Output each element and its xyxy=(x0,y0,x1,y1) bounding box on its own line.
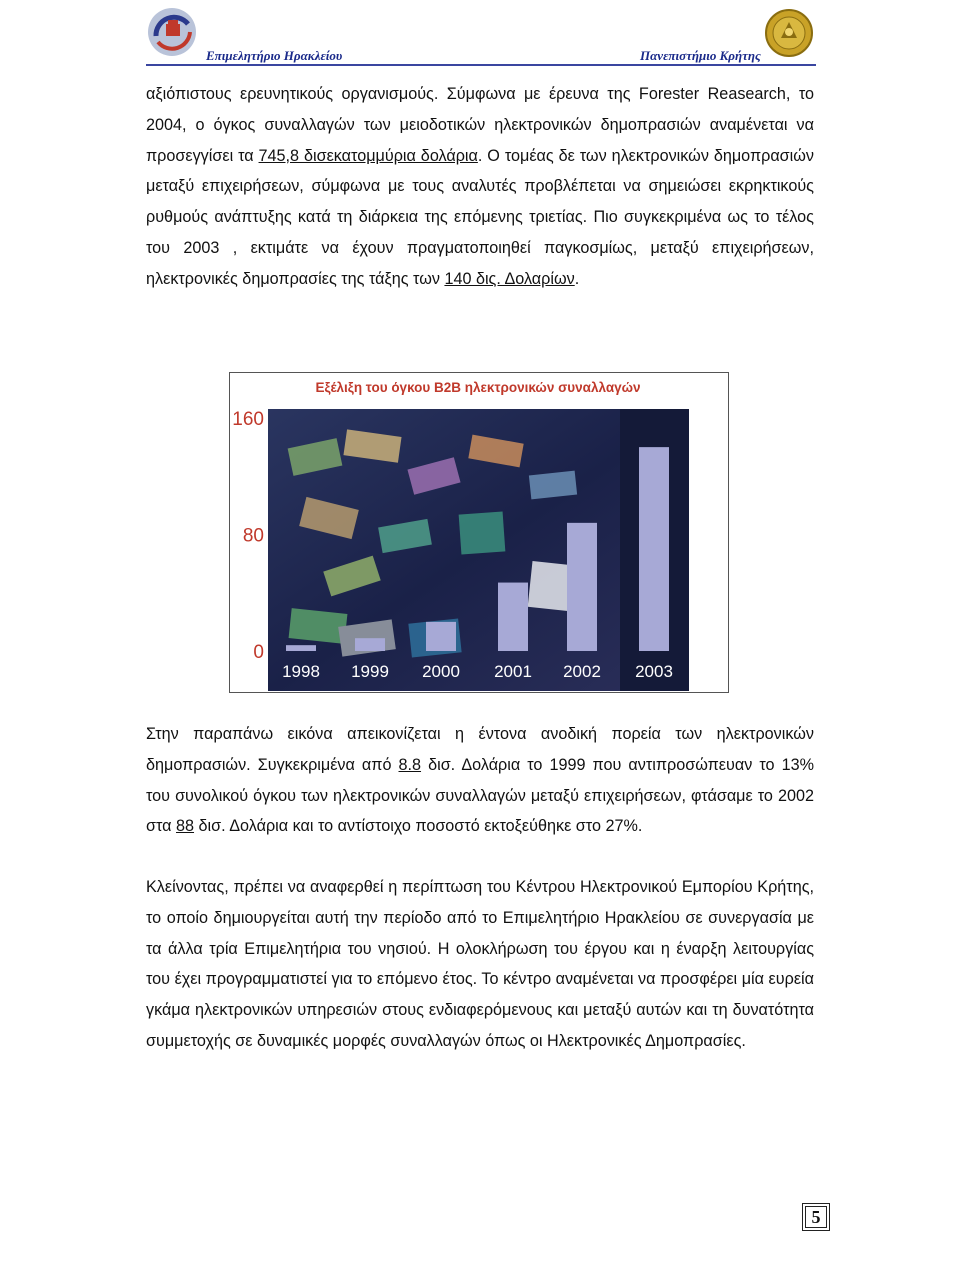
chart-x-label-2002: 2002 xyxy=(563,662,601,681)
chart-y-ticks xyxy=(232,409,264,663)
chamber-logo-icon xyxy=(146,6,198,58)
chart-bar-2003 xyxy=(639,447,669,651)
paragraph-1-text-a: αξιόπιστους ερευνητικούς οργανισμούς. Σύμφωνα με έρευνα της Forester Reasearch, το 2004, ο όγκος συναλλαγών των μειοδοτικών ηλεκτρονικών δημοπρασιών αναμένεται να προσεγγίσει τα xyxy=(146,85,814,165)
chart-bar-2000 xyxy=(426,622,456,651)
b2b-volume-chart xyxy=(229,372,729,693)
chart-y-tick-0: 0 xyxy=(253,642,264,663)
chart-title: Εξέλιξη του όγκου Β2Β ηλεκτρονικών συναλλαγών xyxy=(315,380,641,395)
chart-y-tick-80: 80 xyxy=(242,525,264,547)
header-left-title: Επιμελητήριο Ηρακλείου xyxy=(206,48,343,63)
chart-x-label-1999: 1999 xyxy=(351,662,389,681)
paragraph-2-text-a: Στην παραπάνω εικόνα απεικονίζεται η έντονα ανοδική πορεία των ηλεκτρονικών δημοπρασιών. Συγκεκριμένα από xyxy=(146,725,814,774)
paragraph-1-text-c: . xyxy=(574,269,580,288)
chart-x-label-2001: 2001 xyxy=(494,662,532,681)
paragraph-3: Κλείνοντας, πρέπει να αναφερθεί η περίπτωση του Κέντρου Ηλεκτρονικού Εμπορίου Κρήτης, το οποίο δημιουργείται αυτή την περίοδο από το Επιμελητήριο Ηρακλείου σε συνεργασία με τα άλλα τρία Επιμελητήρια του νησιού. Η ολοκλήρωση του έργου και η έναρξη λειτουργίας του έχει προγραμματιστεί για το επόμενο έτος. Το κέντρο αναμένεται να προσφέρει μία ευρεία γκάμα ηλεκτρονικών υπηρεσιών στους ενδιαφερόμενους και μεταξύ αυτών και τη δυνατότητα συμμετοχής σε δυναμικές μορφές συναλλαγών όπως οι Ηλεκτρονικές Δημοπρασίες. xyxy=(146,878,814,1050)
paragraph-2-underline-2: 88 xyxy=(176,817,195,836)
paragraph-1-text-b: . Ο τομέας δε των ηλεκτρονικών δημοπρασιών μεταξύ επιχειρήσεων, σύμφωνα με τους αναλυτές προβλέπεται να σημειώσει εκρηκτικούς ρυθμούς ανάπτυξης κατά τη διάρκεια της επόμενης τριετίας. Πιο συγκεκριμένα ως το τέλος του 2003 , εκτιμάτε να έχουν πραγματοποιηθεί παγκοσμίως, μεταξύ επιχειρήσεων, ηλεκτρονικές δημοπρασίες της τάξης των xyxy=(146,146,814,288)
chart-bar-1998 xyxy=(286,645,316,651)
university-seal-icon xyxy=(764,8,814,58)
chart-x-label-2000: 2000 xyxy=(422,662,460,681)
chart-bar-1999 xyxy=(355,638,385,651)
chart-bar-2002 xyxy=(567,523,597,651)
paragraph-1 xyxy=(146,79,814,295)
page-number: 5 xyxy=(802,1203,830,1231)
paragraph-2-text-c: δισ. Δολάρια και το αντίστοιχο ποσοστό εκτοξεύθηκε στο 27%. xyxy=(194,817,643,836)
chart-x-label-1998: 1998 xyxy=(282,662,320,681)
paragraph-2-text-b: δισ. Δολάρια το 1999 που αντιπροσώπευαν το 13% του συνολικού όγκου των ηλεκτρονικών συναλλαγών μεταξύ επιχειρήσεων, φτάσαμε το 2002 στα xyxy=(146,755,814,836)
paragraph-1-underline-1: 745,8 δισεκατομμύρια δολάρια xyxy=(258,146,478,165)
paragraph-1-underline-2: 140 δις. Δολαρίων xyxy=(444,269,575,288)
paragraph-2-underline-1: 8.8 xyxy=(398,755,422,774)
paragraph-2 xyxy=(146,719,814,842)
page-header xyxy=(0,0,960,70)
chart-y-tick-160: 160 xyxy=(232,409,264,430)
chart-svg xyxy=(230,373,728,692)
header-right-title: Πανεπιστήμιο Κρήτης xyxy=(640,48,761,63)
chart-x-label-2003: 2003 xyxy=(635,662,673,681)
header-rule xyxy=(146,64,816,66)
chart-bar-2001 xyxy=(498,583,528,651)
